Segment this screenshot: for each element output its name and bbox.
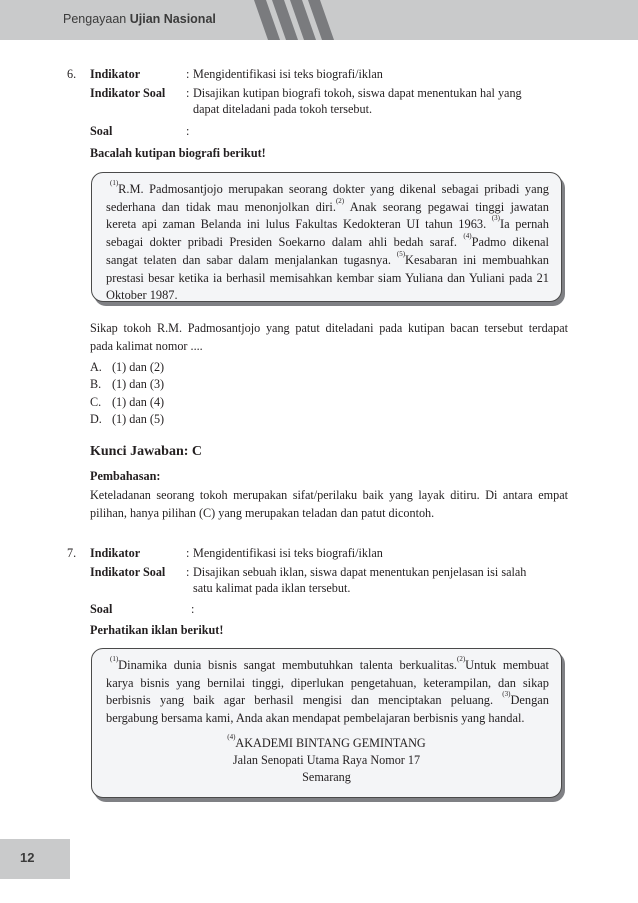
q6-biography-passage-box (91, 172, 562, 302)
question-6-number: 6. (67, 67, 77, 81)
q7-indikator-soal-label: Indikator Soal (90, 565, 166, 579)
q7-indikator-label: Indikator (90, 546, 141, 560)
q6-biography-passage: $^{(1)}$R.M. Padmosantjojo merupakan seorang dokter yang dikenal sebagai pribadi yang sederhana dan tidak mau menonjolkan diri.$^{(2)}$ Anak seorang pegawai tinggi jawatan kereta api zaman Belanda ini lulus Fakultas Kedokteran UI tahun 1963. $^{(3)}$Ia pernah sebagai dokter pribadi Presiden Soekarno dalam ahli bedah saraf. $^{(4)}$Padmo dikenal sangat telaten dan sabar dalam menjalankan tugasnya. $^{(5)}$Kesabaran ini membuahkan prestasi besar ketika ia berhasil memisahkan kembar siam Yuliana dan Yuliani pada 21 Oktober 1987. (106, 179, 550, 303)
q6-discussion: Keteladanan seorang tokoh merupakan sifat/perilaku baik yang layak ditiru. Di antara empat pilihan, hanya pilihan (C) yang merupakan teladan dan patut dicontoh. (90, 488, 568, 520)
q7-indikator-colon: : (186, 546, 190, 560)
q6-indikator-colon: : (186, 67, 190, 81)
q6-question: Sikap tokoh R.M. Padmosantjojo yang patut diteladani pada kutipan bacan tersebut terdapat pada kalimat nomor .... (90, 321, 568, 353)
q6-option-d[interactable]: D. (1) dan (5) (90, 412, 165, 426)
q7-soal-colon: : (191, 602, 195, 616)
page-number-box (0, 839, 70, 879)
q7-soal-label: Soal (90, 602, 113, 616)
q6-indikator-soal-line2: dapat diteladani pada tokoh tersebut. (193, 102, 373, 116)
q6-indikator-soal-line1: Disajikan kutipan biografi tokoh, siswa dapat menentukan hal yang (193, 86, 522, 100)
q7-ad-institution: $^{(4)}$AKADEMI BINTANG GEMINTANG (227, 733, 426, 750)
q7-advertisement-text: $^{(1)}$Dinamika dunia bisnis sangat membutuhkan talenta berkualitas.$^{(2)}$Untuk membuat karya bisnis yang bernilai tinggi, diperlukan pengetahuan, keterampilan, dan sikap berbisnis yang baik agar berhasil mengisi dan menciptakan peluang. $^{(3)}$Dengan bergabung bersama kami, Anda akan mendapat pembelajaran berbisnis yang handal. (106, 655, 550, 726)
q6-answer-key: Kunci Jawaban: C (90, 444, 203, 459)
q7-ad-address: Jalan Senopati Utama Raya Nomor 17 (232, 753, 421, 767)
q7-advertisement-box (91, 648, 562, 798)
q7-indikator-soal-colon: : (186, 565, 190, 579)
q6-soal-label: Soal (90, 124, 113, 138)
question-7-number: 7. (67, 546, 77, 560)
q6-instruction: Bacalah kutipan biografi berikut! (90, 146, 266, 160)
q6-option-c[interactable]: C. (1) dan (4) (90, 395, 165, 409)
q7-ad-city: Semarang (302, 770, 351, 784)
q7-indikator-soal-line2: satu kalimat pada iklan tersebut. (193, 581, 351, 595)
q7-instruction: Perhatikan iklan berikut! (90, 623, 224, 637)
header-stripes-decoration (240, 0, 340, 40)
q7-indikator-value: Mengidentifikasi isi teks biografi/iklan (193, 546, 383, 560)
q6-discussion-label: Pembahasan: (90, 469, 161, 483)
q6-indikator-soal-label: Indikator Soal (90, 86, 166, 100)
q6-indikator-soal-colon: : (186, 86, 190, 100)
q7-indikator-soal-line1: Disajikan sebuah iklan, siswa dapat menentukan penjelasan isi salah (193, 565, 527, 579)
header-title: Pengayaan Ujian Nasional (63, 12, 216, 26)
q6-soal-colon: : (186, 124, 190, 138)
q6-indikator-value: Mengidentifikasi isi teks biografi/iklan (193, 67, 383, 81)
page-header (0, 0, 638, 40)
page-number: 12 (20, 850, 35, 865)
q6-indikator-label: Indikator (90, 67, 141, 81)
q6-option-a[interactable]: A. (1) dan (2) (90, 360, 165, 374)
q6-option-b[interactable]: B. (1) dan (3) (90, 377, 165, 391)
